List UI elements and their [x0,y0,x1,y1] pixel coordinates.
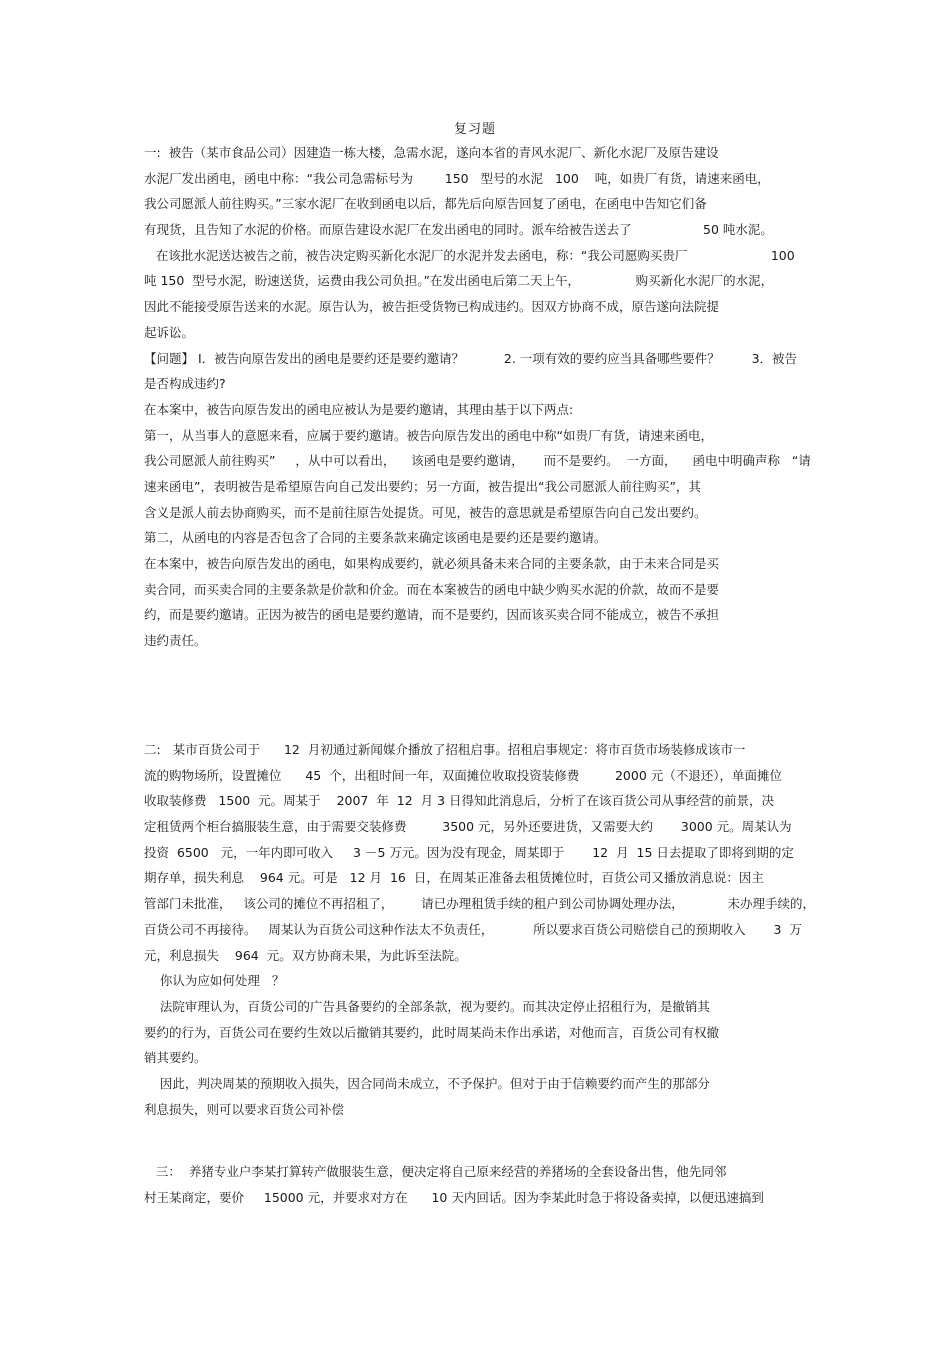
paragraph-line: 约，而是要约邀请。正因为被告的函电是要约邀请，而不是要约，因而该买卖合同不能成立，被告不承担 [144,607,720,623]
paragraph-line: 法院审理认为，百货公司的广告具备要约的全部条款，视为要约。而其决定停止招租行为，是撤销其 [144,998,710,1014]
paragraph-line: 我公司愿派人前往购买” ，从中可以看出， 该函电是要约邀请， 而不是要约。 一方面， 函电中明确声称 “请 [144,453,811,469]
paragraph-line: 元，利息损失 964 元。双方协商未果，为此诉至法院。 [144,947,467,963]
paragraph-line: 一: 被告（某市食品公司）因建造一栋大楼，急需水泥，遂向本省的青风水泥厂、新化水泥厂及原告建设 [144,145,719,160]
case-one-section [144,140,824,654]
paragraph-line: 吨 150 型号水泥，盼速送货，运费由我公司负担。”在发出函电后第二天上午， 购买新化水泥厂的水泥， [144,273,774,289]
case-two-section [144,737,824,1122]
paragraph-line: 含义是派人前去协商购买，而不是前往原告处提货。可见，被告的意思就是希望原告向自己发出要约。 [144,504,707,520]
paragraph-line: 因此，判决周某的预期收入损失，因合同尚未成立，不予保护。但对于由于信赖要约而产生的那部分 [144,1075,710,1091]
paragraph-line: 投资 6500 元，一年内即可收入 3 －5 万元。因为没有现金，周某即于 12 月 15 日去提取了即将到期的定 [144,844,794,860]
paragraph-line: 在本案中，被告向原告发出的函电，如果构成要约，就必须具备未来合同的主要条款，由于未来合同是买 [144,556,720,571]
paragraph-line: 定租赁两个柜台搞服装生意，由于需要交装修费 3500 元，另外还要进货，又需要大约 3000 元。周某认为 [144,819,792,835]
paragraph-line: 我公司愿派人前往购买。”三家水泥厂在收到函电以后，都先后向原告回复了函电，在函电中告知它们备 [144,196,707,212]
document-title: 复习题 [453,122,496,137]
paragraph-line: 收取装修费 1500 元。周某于 2007 年 12 月 3 日得知此消息后，分析了在该百货公司从事经营的前景，决 [144,793,775,809]
paragraph-line: 二: 某市百货公司于 12 月初通过新闻媒介播放了招租启事。招租启事规定：将市百货市场装修成该市一 [144,742,746,757]
paragraph-line: 第二，从函电的内容是否包含了合同的主要条款来确定该函电是要约还是要约邀请。 [144,530,607,546]
paragraph-line: 销其要约。 [144,1050,207,1066]
paragraph-line: 流的购物场所，设置摊位 45 个，出租时间一年，双面摊位收取投资装修费 2000 元（不退还），单面摊位 [144,767,782,783]
paragraph-line: 【问题】 I．被告向原告发出的函电是要约还是要约邀请？ 2. 一项有效的要约应当具备哪些要件？ 3．被告 [144,350,798,366]
paragraph-line: 违约责任。 [144,633,207,649]
paragraph-line: 有现货，且告知了水泥的价格。而原告建设水泥厂在发出函电的同时。派车给被告送去了 50 吨水泥。 [144,222,773,238]
paragraph-line: 三： 养猪专业户李某打算转产做服装生意，便决定将自己原来经营的养猪场的全套设备出售，他先同邻 [144,1164,727,1179]
paragraph-line: 卖合同，而买卖合同的主要条款是价款和价金。而在本案被告的函电中缺少购买水泥的价款，故而不是要 [144,581,720,597]
paragraph-line: 第一，从当事人的意愿来看，应属于要约邀请。被告向原告发出的函电中称“如贵厂有货，请速来函电， [144,427,713,443]
paragraph-line: 在本案中，被告向原告发出的函电应被认为是要约邀请，其理由基于以下两点: [144,401,574,417]
paragraph-line: 在该批水泥送达被告之前，被告决定购买新化水泥厂的水泥并发去函电，称：“我公司愿购买贵厂 100 [144,247,795,263]
paragraph-line: 是否构成违约? [144,376,226,392]
paragraph-line: 因此不能接受原告送来的水泥。原告认为，被告拒受货物已构成违约。因双方协商不成，原告遂向法院提 [144,299,720,315]
paragraph-line: 速来函电”，表明被告是希望原告向自己发出要约；另一方面，被告提出“我公司愿派人前往购买”，其 [144,478,701,494]
paragraph-line: 利息损失，则可以要求百货公司补偿 [144,1101,345,1117]
paragraph-line: 你认为应如何处理 ？ [144,973,285,989]
paragraph-line: 期存单，损失利息 964 元。可是 12 月 16 日，在周某正准备去租赁摊位时，百货公司又播放消息说：因主 [144,870,764,886]
paragraph-line: 起诉讼。 [144,324,195,340]
paragraph-line: 村王某商定，要价 15000 元，并要求对方在 10 天内回话。因为李某此时急于将设备卖掉，以便迅速搞到 [144,1189,764,1205]
paragraph-line: 水泥厂发出函电，函电中称：“我公司急需标号为 150 型号的水泥 100 吨，如贵厂有货，请速来函电， [144,170,770,186]
paragraph-line: 管部门未批准， 该公司的摊位不再招租了， 请已办理租赁手续的租户到公司协调处理办法， 未办理手续的， [144,896,815,912]
paragraph-line: 百货公司不再接待。 周某认为百货公司这种作法太不负责任， 所以要求百货公司赔偿自己的预期收入 3 万 [144,921,802,937]
paragraph-line: 要约的行为，百货公司在要约生效以后撤销其要约，此时周某尚未作出承诺，对他而言，百货公司有权撤 [144,1024,720,1040]
case-three-section [144,1159,824,1210]
